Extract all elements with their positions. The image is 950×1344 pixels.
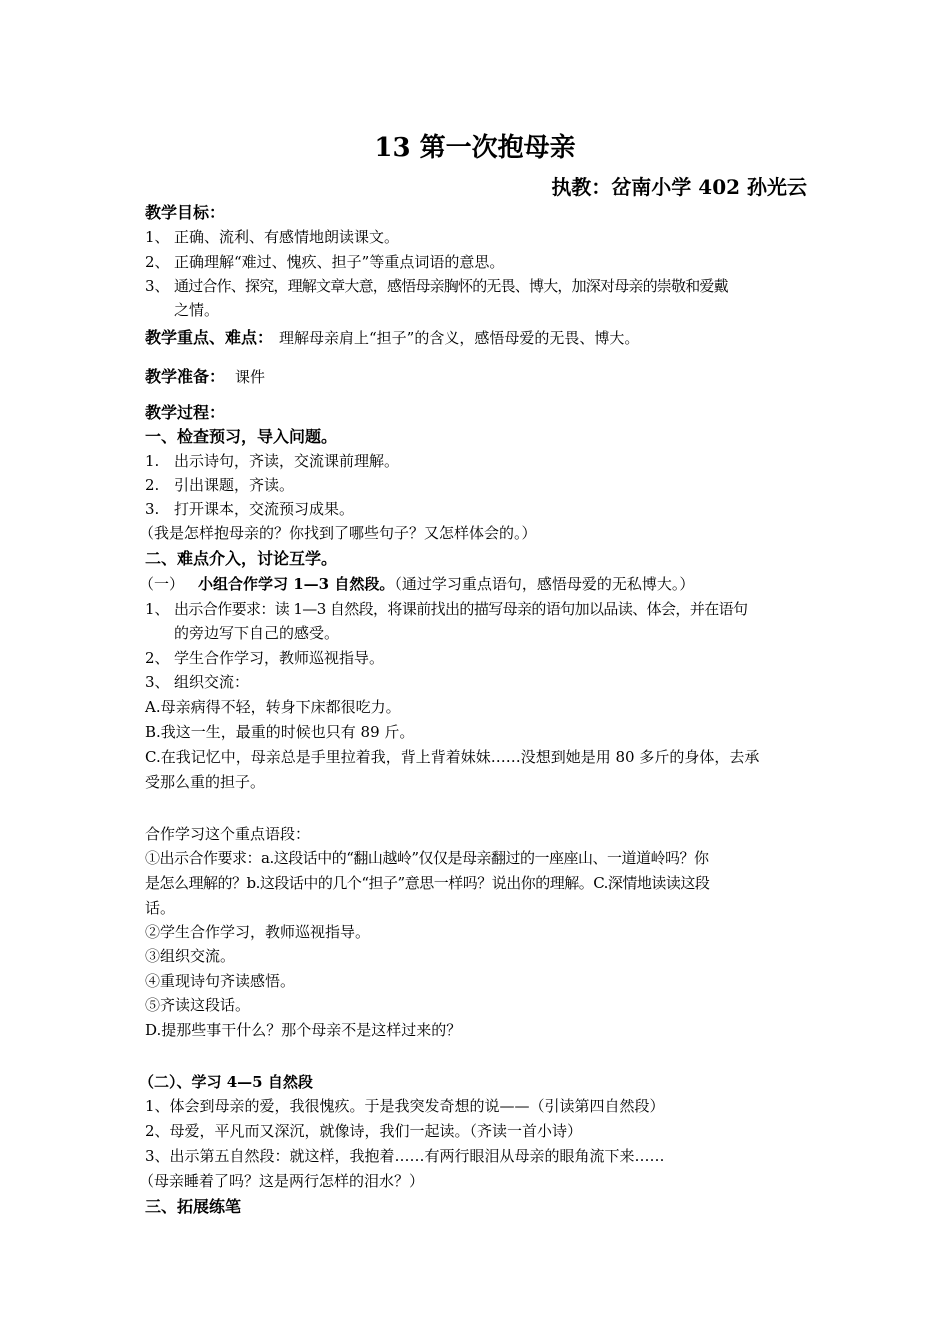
- item-num: 1、: [145, 600, 170, 618]
- item-text: 学生合作学习，教师巡视指导。: [174, 649, 385, 667]
- coop-line: ①出示合作要求：a.这段话中的“翻山越岭”仅仅是母亲翻过的一座座山、一道道岭吗？你: [145, 849, 709, 867]
- section2-heading: 二、难点介入，讨论互学。: [145, 549, 338, 568]
- objective-text: 正确、流利、有感情地朗读课文。: [174, 228, 400, 246]
- sub1-item: [145, 671, 249, 693]
- page-title: 13 第一次抱母亲: [374, 133, 576, 163]
- keypoints-line: [145, 327, 639, 349]
- item-num: 3.: [145, 500, 160, 518]
- coop-line: D.提那些事干什么？那个母亲不是这样过来的？: [145, 1021, 462, 1039]
- section1-note: （我是怎样抱母亲的？你找到了哪些句子？又怎样体会的。）: [139, 524, 537, 542]
- item-text: 出示合作要求：读 1—3 自然段，将课前找出的描写母亲的语句加以品读、体会，并在语句: [174, 600, 748, 618]
- objective-text: 通过合作、探究，理解文章大意，感悟母亲胸怀的无畏、博大，加深对母亲的崇敬和爱戴: [174, 277, 728, 295]
- sub1-prefix: （一）: [139, 575, 185, 593]
- sub1-item: [145, 647, 384, 669]
- objective-num: 2、: [145, 253, 170, 271]
- section3-heading: 三、拓展练笔: [145, 1197, 242, 1216]
- sub1-bold: 小组合作学习 1—3 自然段。: [198, 575, 395, 593]
- section1-item: [145, 450, 399, 472]
- teacher-line: 执教：岔南小学 402 孙光云: [551, 175, 807, 199]
- prep-line: [145, 366, 265, 388]
- sentence-c-cont: 受那么重的担子。: [145, 773, 266, 791]
- objective-num: 1、: [145, 228, 170, 246]
- objective-num: 3、: [145, 277, 170, 295]
- coop-line: ④重现诗句齐读感悟。: [145, 972, 296, 990]
- objective-item: [145, 275, 728, 297]
- coop-line: 是怎么理解的？b.这段话中的几个“担子”意思一样吗？说出你的理解。C.深情地读读这段: [145, 874, 710, 892]
- coop-intro: 合作学习这个重点语段：: [145, 825, 311, 843]
- item-num: 2、: [145, 649, 170, 667]
- objectives-heading: 教学目标：: [145, 203, 226, 222]
- sub2-line: （母亲睡着了吗？这是两行怎样的泪水？）: [139, 1172, 425, 1190]
- keypoints-text: 理解母亲肩上“担子”的含义，感悟母爱的无畏、博大。: [279, 329, 640, 347]
- item-text: 引出课题，齐读。: [174, 476, 295, 494]
- item-text: 打开课本，交流预习成果。: [174, 500, 355, 518]
- sentence-b: B.我这一生，最重的时候也只有 89 斤。: [145, 723, 415, 741]
- section1-heading: 一、检查预习，导入问题。: [145, 427, 338, 446]
- sentence-c: C.在我记忆中，母亲总是手里拉着我，背上背着妹妹……没想到她是用 80 多斤的身体，去承: [145, 748, 760, 766]
- objective-text: 正确理解“难过、愧疚、担子”等重点词语的意思。: [174, 253, 505, 271]
- sub2-line: 3、出示第五自然段：就这样，我抱着……有两行眼泪从母亲的眼角流下来……: [145, 1147, 665, 1165]
- sub1-item: [145, 598, 747, 620]
- keypoints-label: 教学重点、难点：: [145, 328, 274, 347]
- objective-item: [145, 226, 399, 248]
- sub1-rest: （通过学习重点语句，感悟母爱的无私博大。）: [394, 575, 695, 593]
- section1-item: [145, 498, 354, 520]
- item-num: 1.: [145, 452, 160, 470]
- objective-item: [145, 251, 504, 273]
- coop-line: ⑤齐读这段话。: [145, 996, 251, 1014]
- process-heading: 教学过程：: [145, 403, 226, 422]
- coop-line: ③组织交流。: [145, 947, 236, 965]
- sentence-a: A.母亲病得不轻，转身下床都很吃力。: [145, 698, 401, 716]
- section1-item: [145, 474, 294, 496]
- item-text: 出示诗句，齐读，交流课前理解。: [174, 452, 400, 470]
- item-num: 3、: [145, 673, 170, 691]
- sub2-heading: （二）、学习 4—5 自然段: [139, 1073, 313, 1091]
- sub2-line: 2、母爱，平凡而又深沉，就像诗，我们一起读。（齐读一首小诗）: [145, 1122, 583, 1140]
- prep-text: 课件: [235, 368, 266, 386]
- sub2-line: 1、体会到母亲的爱，我很愧疚。于是我突发奇想的说——（引读第四自然段）: [145, 1097, 665, 1115]
- sub1-item-cont: 的旁边写下自己的感受。: [174, 624, 340, 642]
- coop-line: ②学生合作学习，教师巡视指导。: [145, 923, 371, 941]
- sub1-heading: [139, 573, 694, 595]
- item-text: 组织交流：: [174, 673, 250, 691]
- item-num: 2.: [145, 476, 160, 494]
- coop-line: 话。: [145, 899, 176, 917]
- objective-cont: 之情。: [174, 301, 220, 319]
- prep-label: 教学准备：: [145, 367, 226, 386]
